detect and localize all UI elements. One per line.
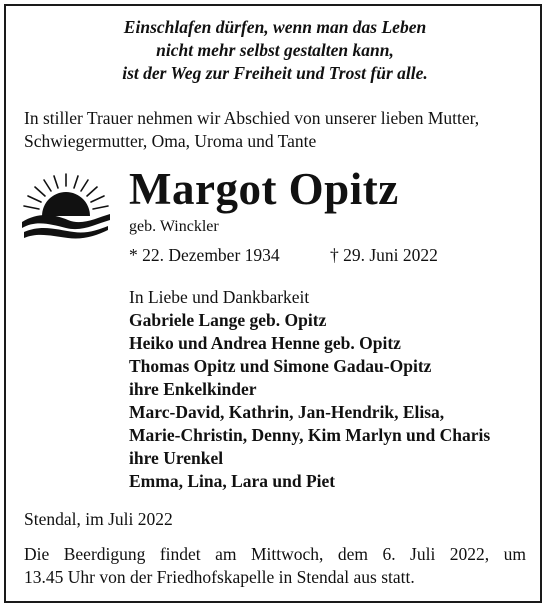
grandchildren-label: ihre Enkelkinder — [129, 379, 257, 399]
grandchildren-names: Marie-Christin, Denny, Kim Marlyn und Charis — [129, 425, 491, 445]
motto-line: ist der Weg zur Freiheit und Trost für alle. — [122, 63, 428, 83]
intro-line: In stiller Trauer nehmen wir Abschied von unserer lieben Mutter, — [24, 108, 480, 128]
mourner-child: Heiko und Andrea Henne geb. Opitz — [129, 333, 401, 353]
sunset-over-hills-icon — [20, 172, 112, 242]
birth-name: geb. Winckler — [129, 218, 219, 235]
great-grandchildren-label: ihre Urenkel — [129, 448, 224, 468]
great-grandchildren-names: Emma, Lina, Lara und Piet — [129, 471, 336, 491]
mourner-child: Gabriele Lange geb. Opitz — [129, 310, 327, 330]
mourners-intro: In Liebe und Dankbarkeit — [129, 287, 310, 307]
mourner-child: Thomas Opitz und Simone Gadau-Opitz — [129, 356, 432, 376]
motto-verse — [0, 16, 550, 85]
funeral-line: 13.45 Uhr von der Friedhofskapelle in Stendal aus statt. — [24, 567, 415, 587]
funeral-info — [24, 543, 526, 589]
mourners-list — [129, 286, 529, 493]
grandchildren-names: Marc-David, Kathrin, Jan-Hendrik, Elisa, — [129, 402, 445, 422]
motto-line: nicht mehr selbst gestalten kann, — [156, 40, 394, 60]
birth-date: * 22. Dezember 1934 — [129, 245, 280, 265]
life-dates — [129, 244, 438, 266]
death-date: † 29. Juni 2022 — [330, 245, 438, 265]
motto-line: Einschlafen dürfen, wenn man das Leben — [123, 17, 427, 37]
intro-text — [24, 107, 532, 153]
deceased-name: Margot Opitz — [129, 164, 399, 214]
intro-line: Schwiegermutter, Oma, Uroma und Tante — [24, 131, 317, 151]
place-date: Stendal, im Juli 2022 — [24, 509, 173, 529]
funeral-line: Die Beerdigung findet am Mittwoch, dem 6. Juli 2022, um — [24, 544, 526, 564]
